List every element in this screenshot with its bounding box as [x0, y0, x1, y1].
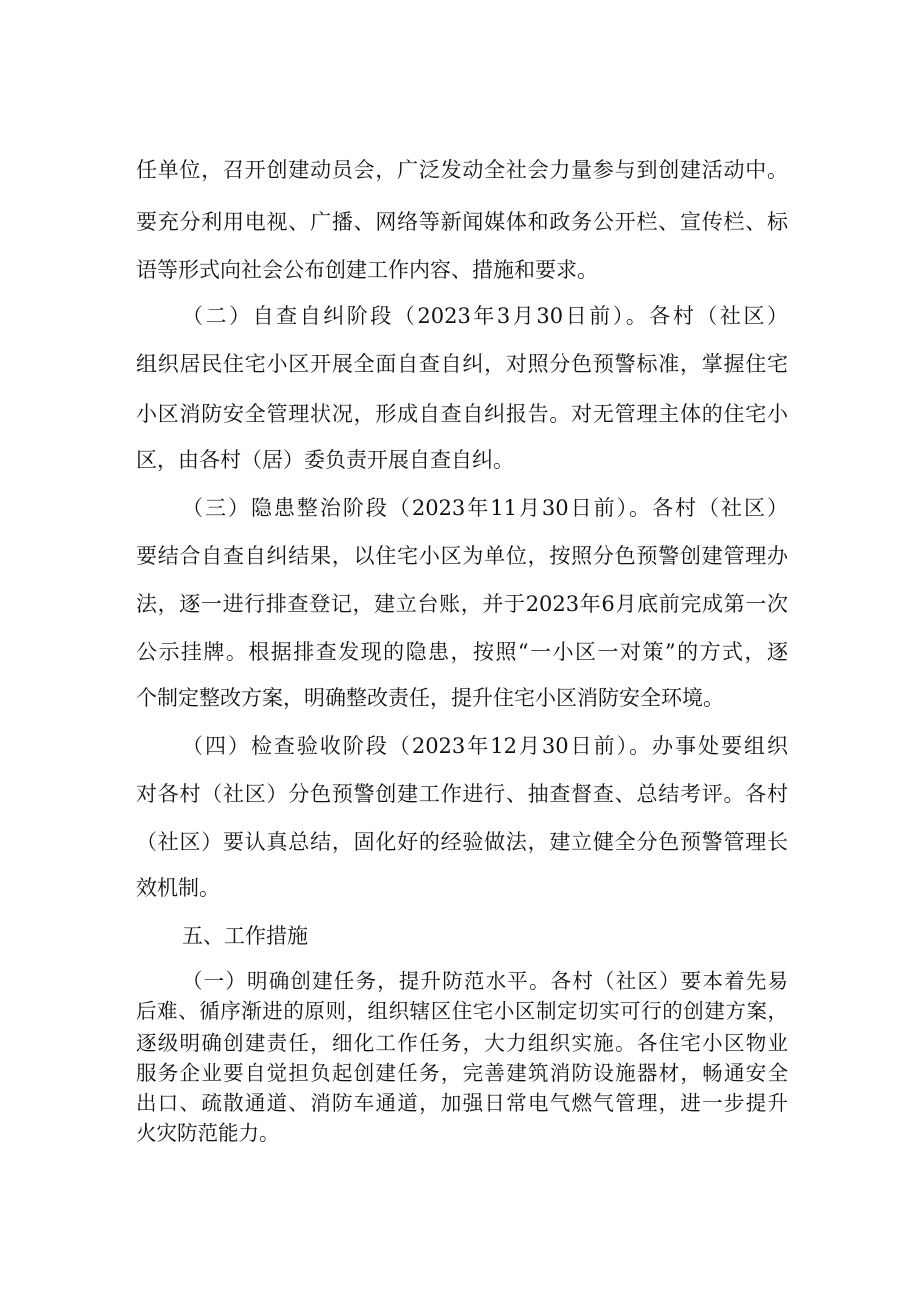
line-text: （三）隐患整治阶段（2023年11月30日前）。各村（社区） — [182, 496, 788, 520]
text-line — [0, 198, 920, 246]
line-text: 任单位，召开创建动员会，广泛发动全社会力量参与到创建活动中。 — [136, 158, 788, 182]
line-text: 后难、循序渐进的原则，组织辖区住宅小区制定切实可行的创建方案， — [136, 999, 788, 1023]
text-line — [0, 292, 920, 340]
text-line — [0, 1088, 920, 1118]
line-text: 对各村（社区）分色预警创建工作进行、抽查督查、总结考评。各村 — [136, 782, 788, 806]
line-text: 组织居民住宅小区开展全面自查自纠，对照分色预警标准，掌握住宅 — [136, 352, 788, 376]
line-text: 逐级明确创建责任，细化工作任务，大力组织实施。各住宅小区物业 — [136, 1031, 788, 1055]
line-text: 要充分利用电视、广播、网络等新闻媒体和政务公开栏、宣传栏、标 — [136, 210, 788, 234]
line-text: 要结合自查自纠结果，以住宅小区为单位，按照分色预警创建管理办 — [136, 544, 788, 568]
line-text: 个制定整改方案，明确整改责任，提升住宅小区消防安全环境。 — [136, 686, 724, 710]
text-line — [0, 340, 920, 388]
text-line — [0, 996, 920, 1026]
line-text: 火灾防范能力。 — [136, 1121, 280, 1145]
section-heading-text: 五、工作措施 — [182, 924, 308, 948]
text-line — [0, 390, 920, 438]
text-line — [0, 532, 920, 580]
line-text: 效机制。 — [136, 876, 220, 900]
text-line — [0, 1028, 920, 1058]
text-line — [0, 1058, 920, 1088]
line-text: （一）明确创建任务，提升防范水平。各村（社区）要本着先易 — [182, 969, 788, 993]
line-text: 小区消防安全管理状况，形成自查自纠报告。对无管理主体的住宅小 — [136, 402, 788, 426]
line-text: 公示挂牌。根据排查发现的隐患，按照“一小区一对策”的方式，逐 — [136, 640, 788, 664]
text-line — [0, 770, 920, 818]
text-line — [0, 146, 920, 194]
text-line — [0, 628, 920, 676]
text-line — [0, 436, 920, 484]
text-line — [0, 674, 920, 722]
text-line — [0, 1118, 920, 1148]
text-line — [0, 818, 920, 866]
text-line — [0, 580, 920, 628]
line-text: （社区）要认真总结，固化好的经验做法，建立健全分色预警管理长 — [136, 830, 788, 854]
text-line — [0, 864, 920, 912]
line-text: （四）检查验收阶段（2023年12月30日前）。办事处要组织 — [182, 734, 788, 758]
line-text: 出口、疏散通道、消防车通道，加强日常电气燃气管理，进一步提升 — [136, 1091, 788, 1115]
text-line — [0, 722, 920, 770]
line-text: （二）自查自纠阶段（2023年3月30日前）。各村（社区） — [182, 304, 788, 328]
line-text: 服务企业要自觉担负起创建任务，完善建筑消防设施器材，畅通安全 — [136, 1061, 788, 1085]
line-text: 法，逐一进行排查登记，建立台账，并于2023年6月底前完成第一次 — [136, 592, 788, 616]
text-line — [0, 966, 920, 996]
text-line — [0, 484, 920, 532]
line-text: 语等形式向社会公布创建工作内容、措施和要求。 — [136, 258, 598, 282]
text-line — [0, 246, 920, 294]
section-heading — [0, 912, 920, 960]
line-text: 区，由各村（居）委负责开展自查自纠。 — [136, 448, 514, 472]
